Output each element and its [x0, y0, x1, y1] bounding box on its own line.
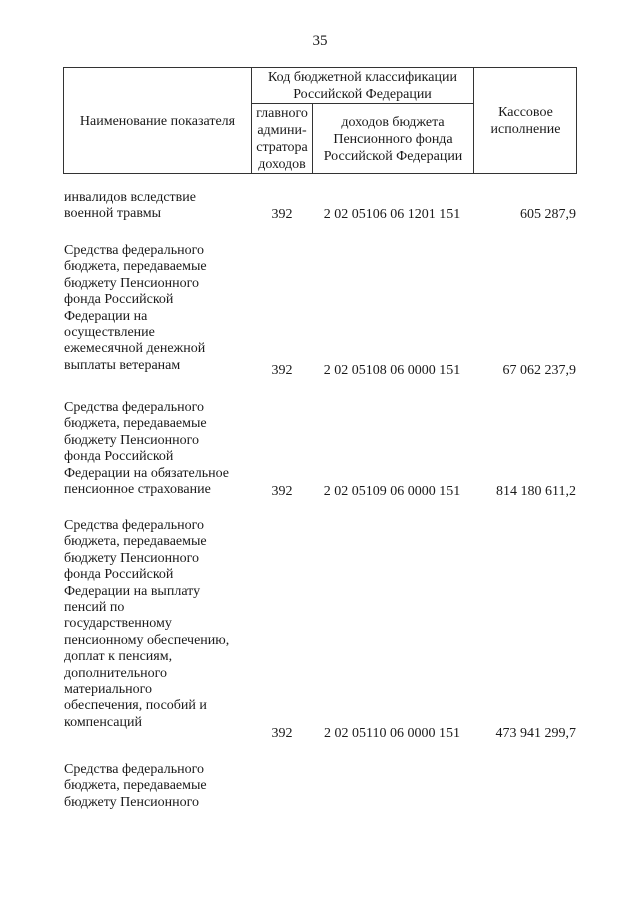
row-income-code: 2 02 05109 06 0000 151	[323, 484, 461, 499]
row-name: Средства федерального бюджета, передаваемые бюджету Пенсионного фонда Российской Федерации на осуществление ежемесячной денежной выплаты ветеранам	[64, 243, 207, 373]
row-admin-code: 392	[271, 726, 293, 741]
header-name: Наименование показателя	[79, 113, 236, 129]
row-name: инвалидов вследствие военной травмы	[64, 190, 196, 222]
row-income-code: 2 02 05108 06 0000 151	[323, 363, 461, 378]
row-admin-code: 392	[271, 363, 293, 378]
row-income-code: 2 02 05106 06 1201 151	[323, 207, 461, 222]
header-income: доходов бюджета Пенсионного фонда Российской Федерации	[323, 114, 463, 164]
row-amount: 814 180 611,2	[496, 484, 576, 499]
header-code-group: Код бюджетной классификации Российской Федерации	[268, 69, 457, 102]
row-amount: 605 287,9	[520, 207, 576, 222]
row-name: Средства федерального бюджета, передаваемые бюджету Пенсионного	[64, 762, 207, 810]
row-admin-code: 392	[271, 484, 293, 499]
row-amount: 473 941 299,7	[495, 726, 576, 741]
row-admin-code: 392	[271, 207, 293, 222]
header-admin: главного админи-стратора доходов	[256, 106, 308, 172]
header-execution: Кассовое исполнение	[490, 105, 561, 137]
page-number: 35	[312, 33, 328, 49]
row-name: Средства федерального бюджета, передаваемые бюджету Пенсионного фонда Российской Федерации на выплату пенсий по государственному пенсионному обеспечению, доплат к пенсиям, дополнительного материального обеспечения, пособий и компенсаций	[64, 518, 230, 730]
row-name: Средства федерального бюджета, передаваемые бюджету Пенсионного фонда Российской Федерации на обязательное пенсионное страхование	[64, 400, 229, 498]
row-income-code: 2 02 05110 06 0000 151	[324, 726, 460, 741]
row-amount: 67 062 237,9	[502, 363, 576, 378]
